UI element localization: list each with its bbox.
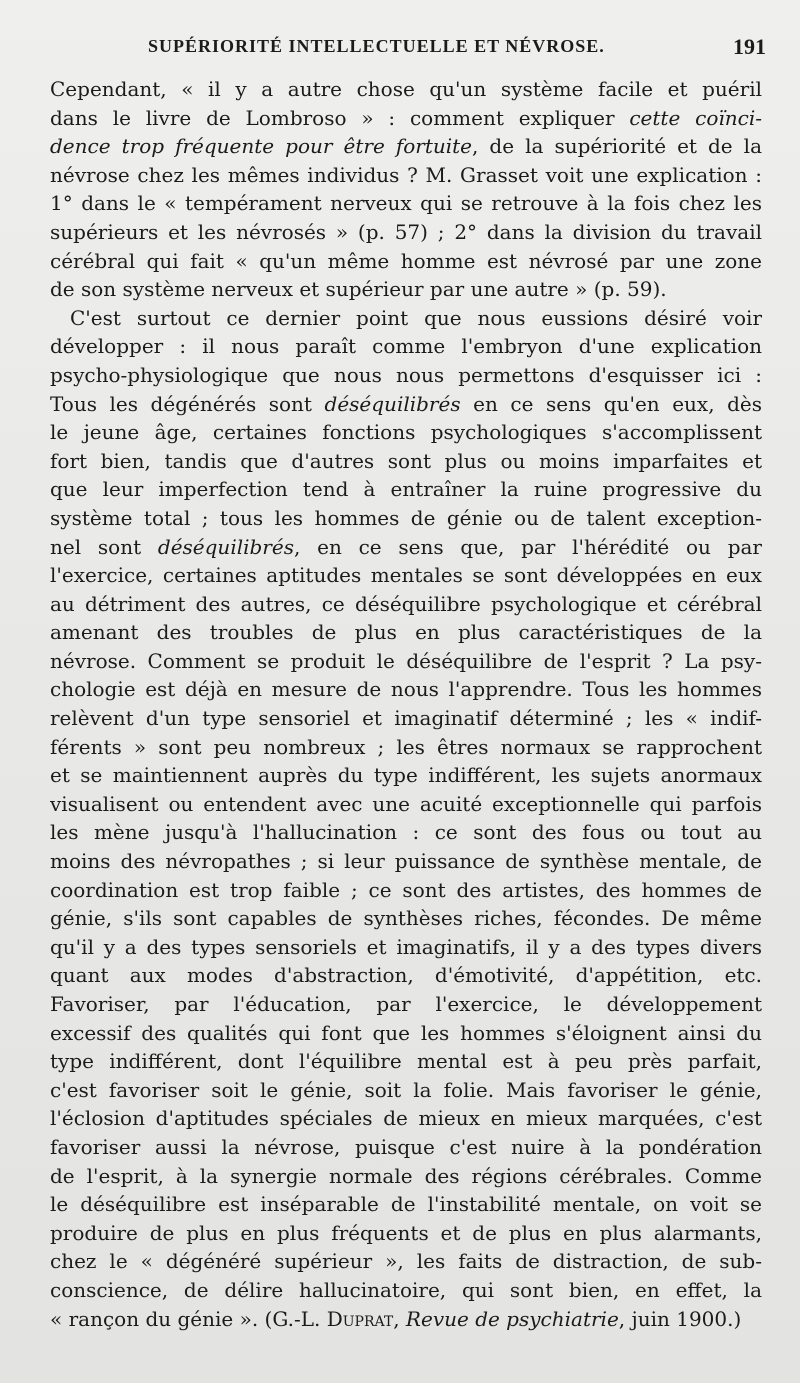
text-line [50, 1276, 762, 1305]
paragraph [50, 304, 762, 1333]
text-line [50, 1133, 762, 1162]
text-line [50, 1219, 762, 1248]
text-segment: c'est favoriser soit le génie, soit la folie. Mais favoriser le génie, [50, 1077, 762, 1102]
text-line [50, 504, 762, 533]
text-segment: chologie est déjà en mesure de nous l'apprendre. Tous les hommes [50, 677, 762, 702]
body-text [50, 75, 762, 1333]
text-segment: qu'il y a des types sensoriels et imaginatifs, il y a des types divers [50, 934, 762, 959]
text-line [50, 361, 762, 390]
text-segment: , [393, 1306, 406, 1331]
text-segment: quant aux modes d'abstraction, d'émotivité, d'appétition, etc. [50, 963, 762, 988]
text-segment: l'exercice, certaines aptitudes mentales se sont développées en eux [50, 563, 762, 588]
text-segment: dans le livre de Lombroso » : comment expliquer [50, 105, 630, 130]
text-line [50, 647, 762, 676]
text-line [50, 189, 762, 218]
text-line [50, 618, 762, 647]
text-line [50, 904, 762, 933]
text-line [50, 304, 762, 333]
text-segment: l'éclosion d'aptitudes spéciales de mieux en mieux marquées, c'est [50, 1106, 762, 1131]
text-segment: 1° dans le « tempérament nerveux qui se retrouve à la fois chez les [50, 191, 762, 216]
text-segment: Tous les dégénérés sont [50, 391, 325, 416]
text-line [50, 533, 762, 562]
text-segment: psycho-physiologique que nous nous permettons d'esquisser ici : [50, 362, 762, 387]
text-segment: que leur imperfection tend à entraîner la ruine progressive du [50, 477, 762, 502]
text-segment: cérébral qui fait « qu'un même homme est névrosé par une zone [50, 248, 762, 273]
text-segment: névrose chez les mêmes individus ? M. Grasset voit une explication : [50, 162, 762, 187]
text-line [50, 990, 762, 1019]
text-line [50, 1190, 762, 1219]
text-segment: , en ce sens que, par l'hérédité ou par [293, 534, 762, 559]
italic-text: déséquilibrés [157, 534, 294, 559]
text-line [50, 418, 762, 447]
text-line [50, 1305, 762, 1334]
italic-text: dence trop fréquente pour être fortuite [50, 134, 473, 159]
text-line [50, 275, 762, 304]
italic-text: Revue de psychiatrie [405, 1306, 619, 1331]
text-segment: et se maintiennent auprès du type indifférent, les sujets anormaux [50, 763, 762, 788]
text-line [50, 675, 762, 704]
text-line [50, 218, 762, 247]
text-line [50, 818, 762, 847]
text-segment: C'est surtout ce dernier point que nous eussions désiré voir [70, 305, 762, 330]
text-line [50, 961, 762, 990]
text-segment: le déséquilibre est inséparable de l'instabilité mentale, on voit se [50, 1192, 762, 1217]
text-segment: développer : il nous paraît comme l'embryon d'une explication [50, 334, 762, 359]
text-line [50, 1076, 762, 1105]
text-line [50, 1104, 762, 1133]
text-segment: génie, s'ils sont capables de synthèses riches, fécondes. De même [50, 906, 762, 931]
text-line [50, 447, 762, 476]
text-segment: , juin 1900.) [618, 1306, 742, 1331]
text-line [50, 761, 762, 790]
text-segment: Cependant, « il y a autre chose qu'un système facile et puéril [50, 77, 762, 101]
text-segment: en ce sens qu'en eux, dès [460, 391, 762, 416]
text-line [50, 704, 762, 733]
text-line [50, 475, 762, 504]
text-line [50, 332, 762, 361]
text-segment: férents » sont peu nombreux ; les êtres normaux se rapprochent [50, 734, 762, 759]
text-line [50, 390, 762, 419]
text-segment: de l'esprit, à la synergie normale des régions cérébrales. Comme [50, 1163, 762, 1188]
text-segment: système total ; tous les hommes de génie ou de talent exception- [50, 505, 762, 530]
text-segment: le jeune âge, certaines fonctions psychologiques s'accomplissent [50, 420, 762, 445]
text-segment: supérieurs et les névrosés » (p. 57) ; 2° dans la division du travail [50, 219, 762, 244]
text-segment: fort bien, tandis que d'autres sont plus ou moins imparfaites et [50, 448, 762, 473]
text-segment: moins des névropathes ; si leur puissance de synthèse mentale, de [50, 849, 762, 874]
text-segment: coordination est trop faible ; ce sont des artistes, des hommes de [50, 877, 762, 902]
text-segment: les mène jusqu'à l'hallucination : ce sont des fous ou tout au [50, 820, 762, 845]
text-line [50, 1162, 762, 1191]
italic-text: cette coïnci- [629, 105, 762, 130]
text-line [50, 132, 762, 161]
text-segment: « rançon du génie ». (G.-L. [50, 1306, 327, 1331]
text-line [50, 247, 762, 276]
text-line [50, 847, 762, 876]
text-line [50, 590, 762, 619]
paragraph [50, 75, 762, 304]
text-line [50, 733, 762, 762]
text-segment: conscience, de délire hallucinatoire, qui sont bien, en effet, la [50, 1277, 762, 1302]
text-segment: amenant des troubles de plus en plus caractéristiques de la [50, 620, 762, 645]
text-segment: Favoriser, par l'éducation, par l'exercice, le développement [50, 992, 762, 1016]
page-number: 191 [733, 34, 766, 59]
text-line [50, 1047, 762, 1076]
small-caps-text: Duprat [326, 1306, 394, 1331]
text-line [50, 1019, 762, 1048]
running-head [60, 36, 766, 64]
text-line [50, 104, 762, 133]
text-line [50, 75, 762, 104]
text-segment: au détriment des autres, ce déséquilibre psychologique et cérébral [50, 591, 762, 616]
text-segment: favoriser aussi la névrose, puisque c'est nuire à la pondération [50, 1134, 762, 1159]
text-segment: excessif des qualités qui font que les hommes s'éloignent ainsi du [50, 1020, 762, 1045]
text-segment: , de la supériorité et de la [472, 134, 762, 159]
text-segment: névrose. Comment se produit le déséquilibre de l'esprit ? La psy- [50, 648, 762, 673]
italic-text: déséquilibrés [324, 391, 461, 416]
text-segment: nel sont [50, 534, 158, 559]
text-line [50, 876, 762, 905]
text-line [50, 561, 762, 590]
text-segment: type indifférent, dont l'équilibre mental est à peu près parfait, [50, 1049, 762, 1074]
text-segment: visualisent ou entendent avec une acuité exceptionnelle qui parfois [50, 791, 762, 816]
text-line [50, 161, 762, 190]
text-segment: produire de plus en plus fréquents et de plus en plus alarmants, [50, 1220, 762, 1245]
text-line [50, 933, 762, 962]
text-line [50, 1247, 762, 1276]
text-segment: chez le « dégénéré supérieur », les faits de distraction, de sub- [50, 1249, 762, 1274]
text-segment: relèvent d'un type sensoriel et imaginatif déterminé ; les « indif- [50, 706, 762, 731]
running-title: SUPÉRIORITÉ INTELLECTUELLE ET NÉVROSE. [148, 36, 605, 56]
text-segment: de son système nerveux et supérieur par une autre » (p. 59). [50, 277, 667, 302]
text-line [50, 790, 762, 819]
